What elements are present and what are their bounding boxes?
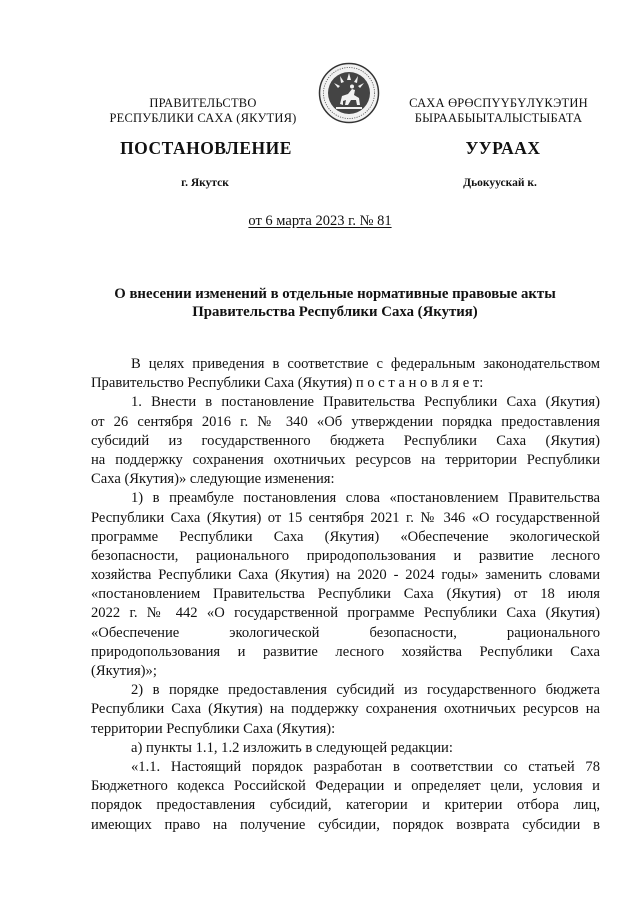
body-line: от 26 сентября 2016 г. № 340 «Об утверждении порядка предоставления [91,413,600,430]
body-line: безопасности, рационального природопользования и развитие лесного [91,547,600,564]
body-line: 1) в преамбуле постановления слова «постановлением Правительства [131,490,600,507]
doc-type-yakut: УУРААХ [465,138,541,158]
body-line: субсидий из государственного бюджета Республики Саха (Якутия) [91,432,600,449]
body-line: Республики Саха (Якутия) на поддержку сохранения охотничьих ресурсов на [91,701,600,718]
body-line: территории Республики Саха (Якутия): [91,720,336,737]
title-line-1: О внесении изменений в отдельные нормативные правовые акты [114,286,556,302]
body-line: порядок предоставления субсидий, категории и критерии отбора лиц, [91,797,600,814]
body-line: Саха (Якутия)» следующие изменения: [91,471,335,488]
city-russian: г. Якутск [181,177,229,189]
body-line: природопользования и развитие лесного хозяйства Республики Саха [91,643,600,660]
left-organization-header [103,96,303,126]
left-org-line2: РЕСПУБЛИКИ САХА (ЯКУТИЯ) [109,111,297,125]
body-line: Правительство Республики Саха (Якутия) п о с т а н о в л я е т: [91,375,484,392]
body-line: 2) в порядке предоставления субсидий из государственного бюджета [131,682,600,699]
body-line: Бюджетного кодекса Российской Федерации и определяет цели, условия и [91,778,600,795]
right-org-line1: САХА ӨРӨСПҮҮБҮЛҮКЭТИН [409,96,588,110]
date-number: от 6 марта 2023 г. № 81 [248,213,392,229]
body-line: В целях приведения в соответствие с федеральным законодательством [131,356,600,372]
body-line: «Обеспечение экологической безопасности, рационального [91,624,600,641]
document-body [91,355,600,835]
right-org-line2: БЫРААБЫЫТАЛЫСТЫБАТА [414,111,583,125]
body-line: 1. Внести в постановление Правительства Республики Саха (Якутия) [131,394,600,411]
body-line: а) пункты 1.1, 1.2 изложить в следующей редакции: [131,739,453,756]
body-line: Республики Саха (Якутия) от 15 сентября 2021 г. № 346 «О государственной [91,509,600,526]
date-number-line [0,213,640,230]
city-yakut: Дьокуускай к. [463,177,537,189]
right-organization-header [396,96,601,126]
left-org-line1: ПРАВИТЕЛЬСТВО [149,96,257,110]
body-line: «постановлением Правительства Республики Саха (Якутия) от 18 июля [91,586,600,603]
coat-of-arms-emblem [318,62,380,124]
body-line: программе Республики Саха (Якутия) «Обеспечение экологической [91,528,600,545]
body-line: имеющих право на получение субсидии, порядок возврата субсидии в [91,816,600,833]
body-line: на поддержку сохранения охотничьих ресурсов на территории Республики [91,451,600,468]
document-title [95,285,575,321]
body-line: (Якутия)»; [91,663,157,679]
body-line: хозяйства Республики Саха (Якутия) на 2020 - 2024 годы» заменить словами [91,567,600,584]
body-line: «1.1. Настоящий порядок разработан в соответствии со статьей 78 [131,758,600,775]
doc-type-russian: ПОСТАНОВЛЕНИЕ [120,138,292,158]
title-line-2: Правительства Республики Саха (Якутия) [192,304,478,320]
body-line: 2022 г. № 442 «О государственной программе Республики Саха (Якутия) [91,605,600,622]
